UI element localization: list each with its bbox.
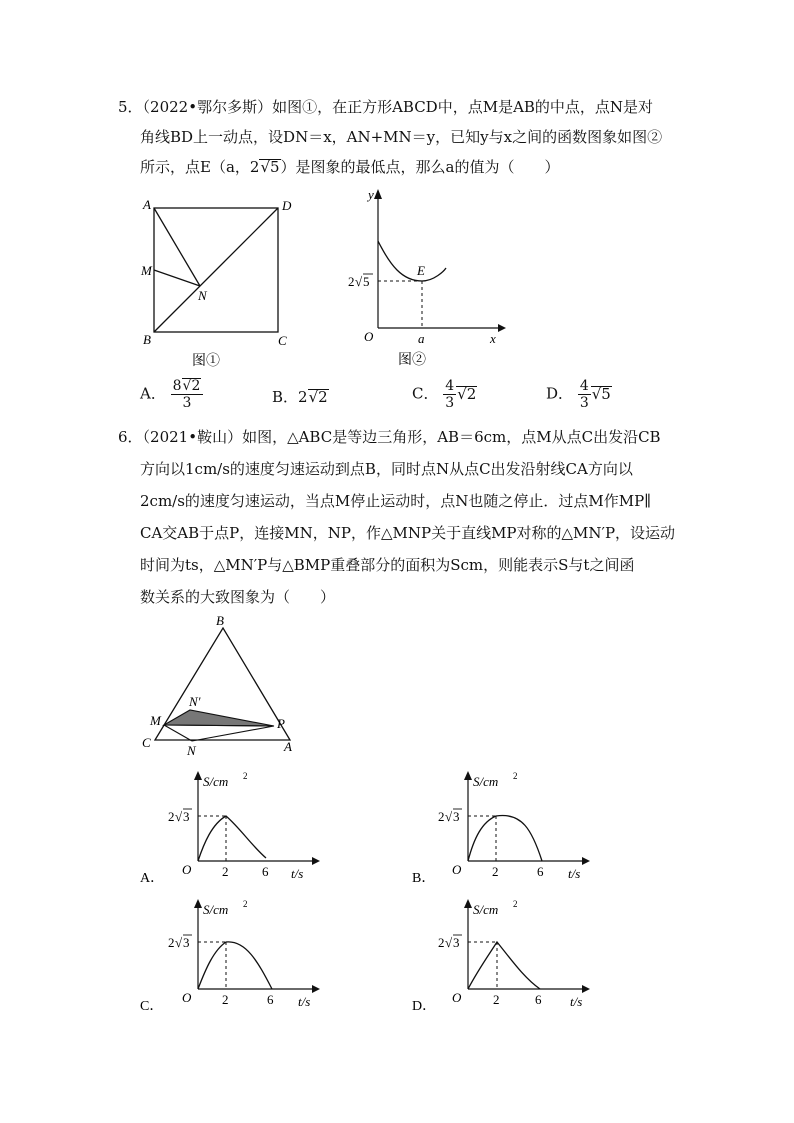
tick-6: 6 bbox=[262, 864, 269, 879]
diagonal-bd bbox=[154, 208, 278, 332]
segment-mn bbox=[164, 725, 192, 741]
option-d-den: 3 bbox=[579, 395, 589, 411]
q5-option-d[interactable]: D． $\frac{4}{3}$ √5 bbox=[546, 378, 611, 411]
q5-figure-1 bbox=[135, 192, 305, 372]
y-axis-arrow-icon bbox=[194, 771, 202, 780]
figure-2-caption: 图② bbox=[398, 353, 426, 368]
tick-6: 6 bbox=[535, 992, 542, 1007]
origin-o: O bbox=[452, 990, 462, 1005]
option-d-rad: 5 bbox=[601, 384, 611, 403]
q6-line-2: 方向以1cm/s的速度匀速运动到点B，同时点N从点C出发沿射线CA方向以 bbox=[140, 460, 633, 478]
ylabel-radicand: 5 bbox=[363, 274, 370, 289]
ylabel-sup: 2 bbox=[513, 771, 518, 781]
label-d: D bbox=[282, 198, 292, 213]
ylabel-rad: 3 bbox=[453, 809, 460, 824]
q6-option-a-graph[interactable] bbox=[140, 768, 330, 888]
q5-line-3-radicand: 5 bbox=[270, 158, 280, 176]
origin-o: O bbox=[452, 862, 462, 877]
label-a: A bbox=[143, 197, 151, 212]
sqrt-sign: √ bbox=[175, 809, 183, 824]
tick-2: 2 bbox=[222, 992, 229, 1007]
label-e: E bbox=[417, 263, 425, 278]
option-c-num: 4 bbox=[445, 378, 455, 394]
segment-mn bbox=[154, 270, 200, 286]
q6-line-1: 6．（2021•鞍山）如图，△ABC是等边三角形，AB＝6cm，点M从点C出发沿CB bbox=[118, 428, 661, 446]
option-a-label: A． bbox=[140, 384, 166, 403]
label-m: M bbox=[141, 263, 152, 278]
q5-line-3-b: ）是图象的最低点，那么a的值为（ ） bbox=[280, 158, 560, 176]
xlabel-t: t/s bbox=[568, 866, 581, 881]
label-p: P bbox=[277, 716, 285, 731]
q5-figure-2 bbox=[340, 185, 510, 375]
label-b: B bbox=[143, 332, 151, 347]
label-nprime: N′ bbox=[189, 694, 201, 709]
label-y: y bbox=[368, 187, 374, 202]
segment-np bbox=[192, 726, 274, 741]
option-b-rad: 2 bbox=[318, 388, 328, 406]
ylabel-sup: 2 bbox=[243, 899, 248, 909]
sqrt-sign: √ bbox=[445, 935, 453, 950]
option-b-label: B． bbox=[272, 388, 299, 406]
q6-line-4: CA交AB于点P，连接MN，NP，作△MNP关于直线MP对称的△MN′P，设运动 bbox=[140, 524, 676, 542]
ylabel-sup: 2 bbox=[243, 771, 248, 781]
ylabel-s: S/cm bbox=[473, 902, 499, 917]
q6-line-6: 数关系的大致图象为（ ） bbox=[140, 588, 336, 606]
tick-6: 6 bbox=[267, 992, 274, 1007]
origin-o: O bbox=[182, 862, 192, 877]
option-d-label: D． bbox=[412, 999, 437, 1014]
q6-line-3: 2cm/s的速度匀速运动，当点M停止运动时，点N也随之停止．过点M作MP∥ bbox=[140, 492, 652, 510]
option-c-fraction bbox=[443, 378, 456, 411]
x-axis-arrow-icon bbox=[312, 985, 320, 993]
ylabel-rad: 3 bbox=[183, 935, 190, 950]
q5-line-3-a: 所示，点E（a，2 bbox=[140, 158, 260, 176]
x-axis-arrow-icon bbox=[582, 985, 590, 993]
ylabel-s: S/cm bbox=[203, 902, 229, 917]
graph-curve bbox=[468, 942, 540, 989]
ylabel-s: S/cm bbox=[203, 774, 229, 789]
option-a-label: A． bbox=[140, 871, 165, 886]
label-c: C bbox=[278, 333, 287, 348]
ylabel-coef: 2 bbox=[348, 274, 355, 289]
y-axis-arrow-icon bbox=[374, 189, 382, 199]
tick-2: 2 bbox=[222, 864, 229, 879]
y-axis-arrow-icon bbox=[464, 899, 472, 908]
tick-2: 2 bbox=[493, 992, 500, 1007]
curve bbox=[378, 241, 446, 281]
label-x: x bbox=[490, 331, 496, 346]
q5-line-2: 角线BD上一动点，设DN＝x，AN+MN＝y，已知y与x之间的函数图象如图② bbox=[140, 128, 663, 146]
ylabel-sup: 2 bbox=[513, 899, 518, 909]
label-a: A bbox=[284, 739, 292, 754]
q5-line-1: 5．（2022•鄂尔多斯）如图①，在正方形ABCD中，点M是AB的中点，点N是对 bbox=[118, 98, 654, 116]
option-d-label: D． bbox=[546, 384, 574, 403]
option-b-coef: 2 bbox=[298, 388, 308, 406]
triangle-mnprime-p-shaded bbox=[164, 710, 274, 726]
q5-option-a[interactable] bbox=[140, 378, 203, 411]
x-axis-arrow-icon bbox=[312, 857, 320, 865]
tick-2: 2 bbox=[492, 864, 499, 879]
option-a-num-coef: 8 bbox=[172, 378, 182, 394]
label-c: C bbox=[142, 735, 151, 750]
label-m: M bbox=[150, 713, 161, 728]
q5-option-c[interactable]: C． $\frac{4}{3}$ √2 bbox=[412, 378, 477, 411]
ylabel-rad: 3 bbox=[453, 935, 460, 950]
sqrt-sign: √ bbox=[355, 274, 363, 289]
option-c-label: C． bbox=[140, 999, 164, 1014]
ylabel-coef: 2 bbox=[438, 935, 445, 950]
tick-6: 6 bbox=[537, 864, 544, 879]
option-c-rad: 2 bbox=[466, 384, 477, 403]
x-axis-arrow-icon bbox=[498, 324, 506, 332]
y-axis-arrow-icon bbox=[194, 899, 202, 908]
x-axis-arrow-icon bbox=[582, 857, 590, 865]
option-c-label: C． bbox=[412, 384, 439, 403]
q6-option-c-graph[interactable] bbox=[140, 896, 330, 1016]
ylabel-s: S/cm bbox=[473, 774, 499, 789]
xlabel-t: t/s bbox=[298, 994, 311, 1009]
option-a-num-rad: 2 bbox=[191, 378, 201, 394]
option-a-fraction: $\frac{8√2}{3}$ bbox=[171, 378, 204, 411]
ylabel-coef: 2 bbox=[438, 809, 445, 824]
label-n: N bbox=[187, 743, 196, 758]
q6-option-d-graph[interactable] bbox=[410, 896, 600, 1016]
ylabel-coef: 2 bbox=[168, 935, 175, 950]
xlabel-t: t/s bbox=[570, 994, 583, 1009]
q6-triangle-figure bbox=[135, 610, 305, 760]
option-d-num: 4 bbox=[579, 378, 589, 394]
sqrt-sign: √ bbox=[445, 809, 453, 824]
label-a-tick: a bbox=[418, 331, 425, 346]
q6-option-b-graph[interactable] bbox=[410, 768, 600, 888]
q5-option-b[interactable]: B．2√2 bbox=[272, 388, 328, 406]
sqrt-sign: √ bbox=[175, 935, 183, 950]
ylabel-coef: 2 bbox=[168, 809, 175, 824]
graph-curve bbox=[198, 942, 272, 989]
q5-line-3 bbox=[140, 156, 560, 177]
option-c-den: 3 bbox=[445, 395, 455, 411]
graph-curve bbox=[468, 815, 542, 861]
label-o: O bbox=[364, 329, 374, 344]
y-axis-arrow-icon bbox=[464, 771, 472, 780]
ylabel-rad: 3 bbox=[183, 809, 190, 824]
graph-curve bbox=[198, 816, 266, 861]
segment-an bbox=[154, 208, 200, 286]
option-b-label: B． bbox=[412, 871, 436, 886]
q5-line-3-radical: √5 bbox=[260, 158, 280, 176]
origin-o: O bbox=[182, 990, 192, 1005]
xlabel-t: t/s bbox=[291, 866, 304, 881]
figure-1-caption: 图① bbox=[192, 354, 220, 369]
label-n: N bbox=[198, 288, 207, 303]
option-d-fraction bbox=[578, 378, 591, 411]
option-a-den: 3 bbox=[182, 395, 192, 411]
q6-line-5: 时间为ts，△MN′P与△BMP重叠部分的面积为Scm，则能表示S与t之间函 bbox=[140, 556, 635, 574]
label-b: B bbox=[216, 613, 224, 628]
